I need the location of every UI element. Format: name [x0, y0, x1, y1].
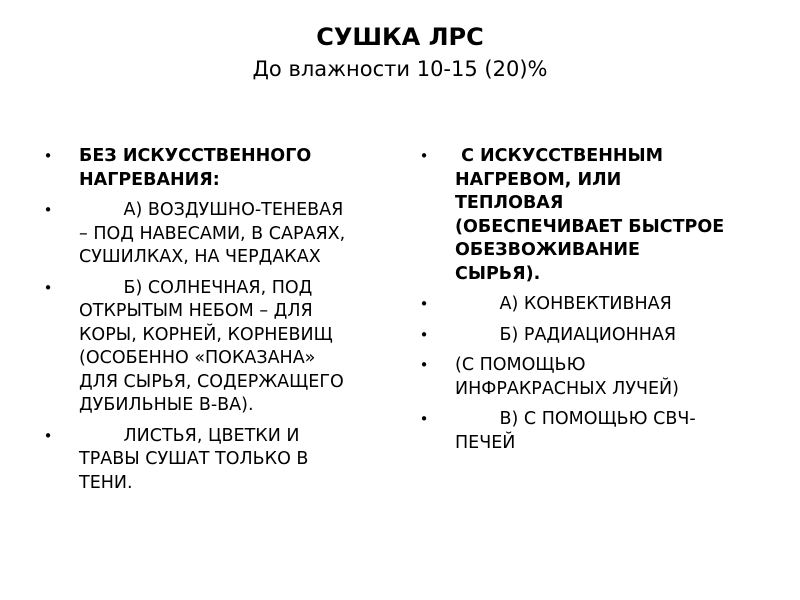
- slide-title: СУШКА ЛРС: [316, 23, 484, 51]
- list-item-text: А) КОНВЕКТИВНАЯ: [455, 294, 672, 314]
- list-item: [418, 145, 763, 286]
- bullet-icon: •: [419, 147, 429, 165]
- right-column-list: [418, 145, 763, 462]
- list-item: [42, 425, 387, 496]
- list-item: [42, 199, 387, 270]
- list-item-text: (С ПОМОЩЬЮ ИНФРАКРАСНЫХ ЛУЧЕЙ): [455, 355, 679, 399]
- list-item: [418, 408, 763, 455]
- list-item-text: В) С ПОМОЩЬЮ СВЧ- ПЕЧЕЙ: [455, 409, 696, 453]
- bullet-icon: •: [43, 278, 53, 297]
- bullet-icon: •: [43, 147, 53, 165]
- bullet-icon: •: [419, 325, 429, 344]
- list-item-text: Б) СОЛНЕЧНАЯ, ПОД ОТКРЫТЫМ НЕБОМ – ДЛЯ КОРЫ, КОРНЕЙ, КОРНЕВИЩ (ОСОБЕННО «ПОКАЗАНА» ДЛЯ СЫРЬЯ, СОДЕРЖАЩЕГО ДУБИЛЬНЫЕ В-ВА).: [79, 277, 344, 415]
- bullet-icon: •: [419, 356, 429, 374]
- slide-subtitle: До влажности 10-15 (20)%: [252, 57, 548, 81]
- bullet-icon: •: [43, 201, 53, 219]
- list-item: [42, 277, 387, 418]
- list-item-text: С ИСКУССТВЕННЫМ НАГРЕВОМ, ИЛИ ТЕПЛОВАЯ (ОБЕСПЕЧИВАЕТ БЫСТРОЕ ОБЕЗВОЖИВАНИЕ СЫРЬЯ).: [455, 146, 725, 284]
- bullet-icon: •: [419, 295, 429, 313]
- list-item: [418, 293, 763, 317]
- list-item-text: ЛИСТЬЯ, ЦВЕТКИ И ТРАВЫ СУШАТ ТОЛЬКО В ТЕНИ.: [79, 425, 309, 493]
- list-item: [418, 354, 763, 401]
- list-item-text: А) ВОЗДУШНО-ТЕНЕВАЯ – ПОД НАВЕСАМИ, В САРАЯХ, СУШИЛКАХ, НА ЧЕРДАКАХ: [79, 200, 346, 267]
- list-item-text: Б) РАДИАЦИОННАЯ: [455, 324, 677, 345]
- title-block: [0, 22, 800, 83]
- list-item: [418, 324, 763, 348]
- bullet-icon: •: [419, 410, 429, 428]
- list-item: [42, 145, 387, 192]
- list-item-text: БЕЗ ИСКУССТВЕННОГО НАГРЕВАНИЯ:: [79, 146, 312, 190]
- bullet-icon: •: [43, 426, 53, 445]
- left-column-list: [42, 145, 387, 502]
